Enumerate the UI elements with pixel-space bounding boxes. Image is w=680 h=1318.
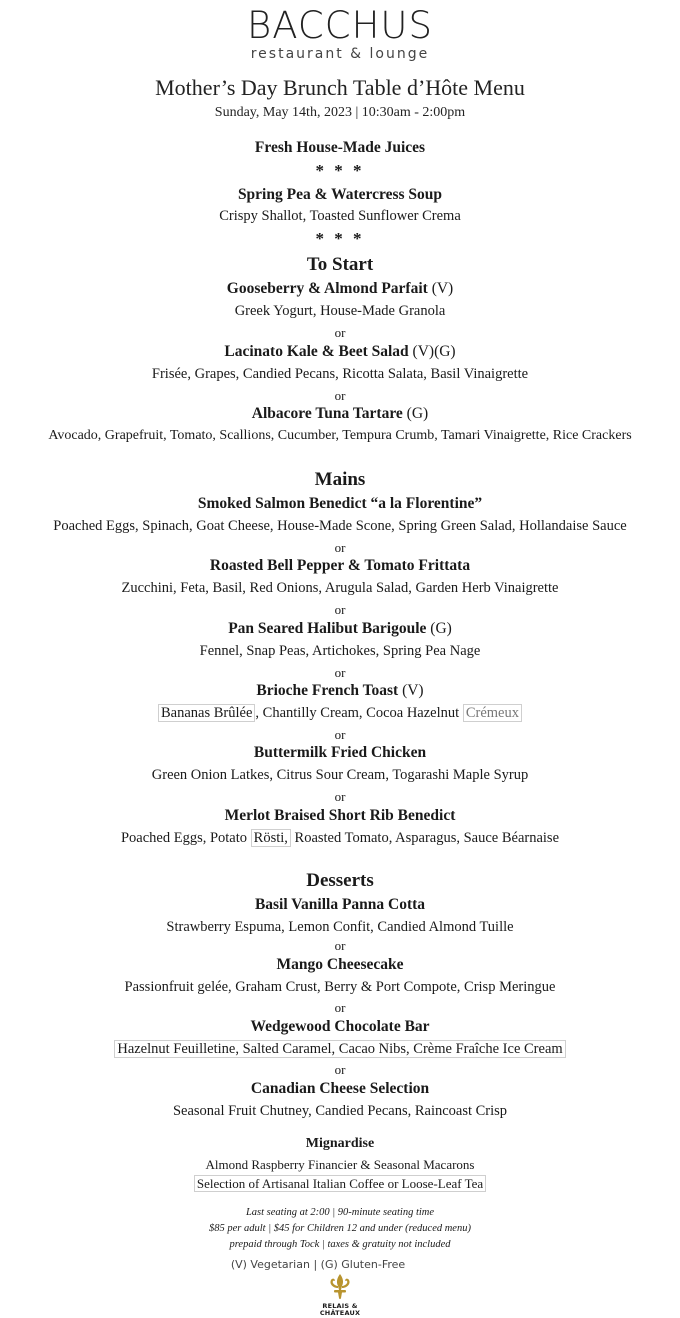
dish-description: [0, 830, 680, 847]
separator-stars: * * *: [315, 161, 365, 180]
or-separator: or: [334, 727, 346, 742]
footer-price-info: $85 per adult | $45 for Children 12 and under (reduced menu): [209, 1223, 471, 1234]
or-separator: or: [334, 325, 346, 340]
dish-name: Buttermilk Fried Chicken: [253, 744, 427, 761]
dish-name: Merlot Braised Short Rib Benedict: [224, 807, 456, 824]
dish-description: Zucchini, Feta, Basil, Red Onions, Arugula Salad, Garden Herb Vinaigrette: [121, 580, 559, 596]
dish-name: Roasted Bell Pepper & Tomato Frittata: [209, 557, 471, 574]
description-text: Poached Eggs, Potato: [120, 830, 251, 846]
menu-title: Mother’s Day Brunch Table d’Hôte Menu: [155, 75, 525, 100]
dietary-tag: (V): [402, 682, 424, 699]
description-text: Roasted Tomato, Asparagus, Sauce Béarnaise: [290, 830, 560, 846]
dish-name: Canadian Cheese Selection: [250, 1080, 430, 1097]
separator-stars: * * *: [315, 229, 365, 248]
fleur-de-lis-svg: [325, 1272, 355, 1302]
dish-description: Frisée, Grapes, Candied Pecans, Ricotta Salata, Basil Vinaigrette: [151, 366, 529, 382]
dish-title: Gooseberry & Almond Parfait: [226, 280, 428, 297]
dish-description: Passionfruit gelée, Graham Crust, Berry & Port Compote, Crisp Meringue: [124, 979, 556, 995]
highlighted-text: Crémeux: [463, 704, 522, 722]
or-separator: or: [334, 789, 346, 804]
dish-description: Green Onion Latkes, Citrus Sour Cream, Togarashi Maple Syrup: [151, 767, 529, 783]
dish-description: [0, 705, 680, 722]
dish-name: Smoked Salmon Benedict “a la Florentine”: [197, 495, 483, 512]
dish-title: Albacore Tuna Tartare: [251, 405, 403, 422]
dish-description: Poached Eggs, Spinach, Goat Cheese, House-Made Scone, Spring Green Salad, Hollandaise Sauce: [53, 518, 627, 534]
dish-title: Brioche French Toast: [256, 682, 399, 699]
mignardise-heading: Mignardise: [305, 1136, 375, 1151]
dish-name: [0, 280, 680, 298]
dish-name: Basil Vanilla Panna Cotta: [254, 896, 426, 913]
emblem-line: CHÂTEAUX: [319, 1309, 361, 1317]
soup-description: Crispy Shallot, Toasted Sunflower Crema: [219, 208, 461, 224]
section-heading-desserts: Desserts: [306, 870, 374, 891]
relais-chateaux-logo: [0, 1303, 680, 1317]
highlighted-text: Bananas Brûlée: [158, 704, 255, 722]
dish-name: [0, 405, 680, 423]
dietary-tag: (G): [406, 405, 429, 422]
or-separator: or: [334, 602, 346, 617]
dish-description: Avocado, Grapefruit, Tomato, Scallions, Cucumber, Tempura Crumb, Tamari Vinaigrette, Rice Crackers: [48, 428, 632, 443]
description-text: , Chantilly Cream, Cocoa Hazelnut: [255, 705, 463, 721]
juices-item: Fresh House-Made Juices: [254, 139, 426, 156]
footer-payment-info: prepaid through Tock | taxes & gratuity not included: [229, 1239, 451, 1250]
dietary-tag: (V)(G): [412, 343, 456, 360]
dietary-tag: (G): [430, 620, 452, 637]
or-separator: or: [334, 1000, 346, 1015]
dish-description: [0, 1041, 680, 1058]
dish-name: [0, 620, 680, 638]
dish-title: Lacinato Kale & Beet Salad: [224, 343, 409, 360]
dish-name: Wedgewood Chocolate Bar: [250, 1018, 430, 1035]
dish-name: Mango Cheesecake: [276, 956, 404, 973]
menu-date: Sunday, May 14th, 2023 | 10:30am - 2:00pm: [214, 105, 466, 120]
or-separator: or: [334, 388, 346, 403]
soup-item: Spring Pea & Watercress Soup: [237, 186, 443, 203]
section-heading-mains: Mains: [314, 469, 366, 490]
or-separator: or: [334, 540, 346, 555]
dish-description: Fennel, Snap Peas, Artichokes, Spring Pea Nage: [199, 643, 481, 659]
highlighted-text: Selection of Artisanal Italian Coffee or Loose-Leaf Tea: [194, 1175, 486, 1192]
dietary-legend: (V) Vegetarian | (G) Gluten-Free: [230, 1258, 406, 1271]
section-heading-starters: To Start: [306, 254, 374, 275]
or-separator: or: [334, 938, 346, 953]
footer-seating-info: Last seating at 2:00 | 90-minute seating time: [245, 1207, 435, 1218]
mignardise-line: [0, 1176, 680, 1192]
dish-description: Seasonal Fruit Chutney, Candied Pecans, Raincoast Crisp: [172, 1103, 508, 1119]
dish-title: Pan Seared Halibut Barigoule: [228, 620, 427, 637]
dish-name: [0, 682, 680, 700]
dietary-tag: (V): [431, 280, 454, 297]
emblem-line: RELAIS &: [322, 1302, 358, 1310]
mignardise-line: Almond Raspberry Financier & Seasonal Macarons: [205, 1157, 475, 1172]
or-separator: or: [334, 1062, 346, 1077]
highlighted-text: Rösti,: [251, 829, 291, 847]
restaurant-logo-subtitle: restaurant & lounge: [250, 46, 430, 62]
dish-description: Strawberry Espuma, Lemon Confit, Candied Almond Tuille: [166, 919, 514, 935]
dish-description: Greek Yogurt, House-Made Granola: [234, 303, 446, 319]
or-separator: or: [334, 665, 346, 680]
restaurant-logo: BACCHUS: [247, 4, 433, 47]
dish-name: [0, 343, 680, 361]
highlighted-text: Hazelnut Feuilletine, Salted Caramel, Cacao Nibs, Crème Fraîche Ice Cream: [114, 1040, 565, 1058]
